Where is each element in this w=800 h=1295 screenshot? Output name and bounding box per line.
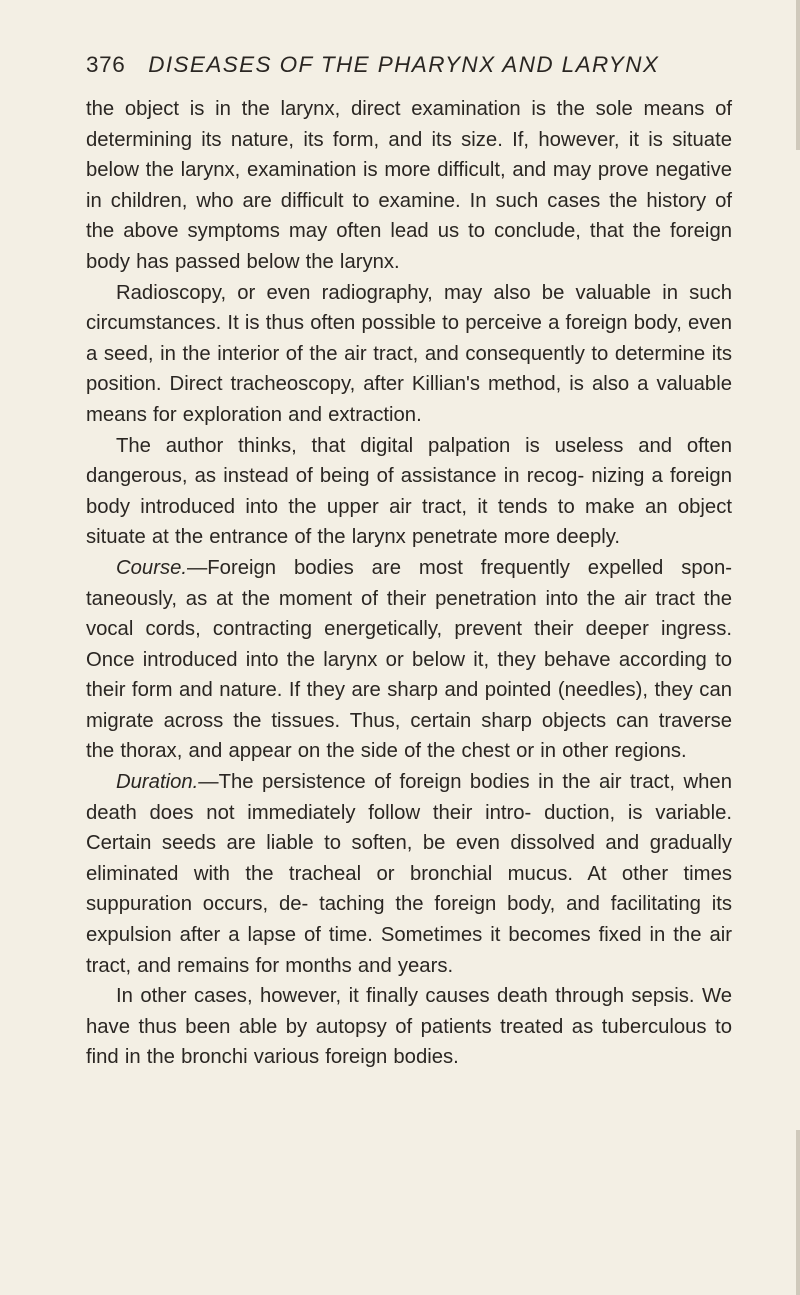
paragraph-course bbox=[86, 553, 732, 767]
page-edge-shadow bbox=[796, 1130, 800, 1295]
body-text bbox=[86, 94, 732, 1073]
running-title: DISEASES OF THE PHARYNX AND LARYNX bbox=[148, 52, 660, 77]
page-edge-shadow bbox=[796, 0, 800, 150]
paragraph-text: —Foreign bodies are most frequently expelled spon- taneously, as at the moment of their penetration into the air tract the vocal cords, contracting energetically, prevent their deeper ingress. Once introduced into the larynx or below it, they behave according to their form and nature. If they are sharp and pointed (needles), they can migrate across the tissues. Thus, certain sharp objects can traverse the thorax, and appear on the side of the chest or in other regions. bbox=[86, 556, 732, 763]
paragraph-text: the object is in the larynx, direct examination is the sole means of determining its nature, its form, and its size. If, however, it is situate below the larynx, examination is more difficult, and may prove negative in children, who are difficult to examine. In such cases the history of the above symptoms may often lead us to conclude, that the foreign body has passed below the larynx. bbox=[86, 98, 732, 273]
paragraph-text: In other cases, however, it finally causes death through sepsis. We have thus been able by autopsy of patients treated as tuberculous to find in the bronchi various foreign bodies. bbox=[86, 985, 732, 1069]
paragraph-examination bbox=[86, 94, 732, 278]
paragraph-palpation bbox=[86, 431, 732, 553]
paragraph-text: —The persistence of foreign bodies in the air tract, when death does not immediately follow their intro- duction, is variable. Certain seeds are liable to soften, be even dissolved and gradually eliminated with the tracheal or bronchial mucus. At other times suppuration occurs, de- taching the foreign body, and facilitating its expulsion after a lapse of time. Sometimes it becomes fixed in the air tract, and remains for months and years. bbox=[86, 771, 732, 977]
page-number: 376 bbox=[86, 52, 126, 77]
section-heading-course: Course. bbox=[116, 556, 188, 579]
paragraph-text: Radioscopy, or even radiography, may also be valuable in such circumstances. It is thus often possible to perceive a foreign body, even a seed, in the interior of the air tract, and consequently to determine its position. Direct tracheoscopy, after Killian's method, is also a valuable means for exploration and extraction. bbox=[86, 281, 732, 426]
paragraph-radioscopy bbox=[86, 278, 732, 431]
paragraph-duration bbox=[86, 767, 732, 981]
paragraph-sepsis bbox=[86, 981, 732, 1073]
page-header bbox=[86, 50, 726, 80]
section-heading-duration: Duration. bbox=[116, 771, 199, 794]
paragraph-text: The author thinks, that digital palpation is useless and often dangerous, as instead of being of assistance in recog- nizing a foreign body introduced into the upper air tract, it tends to make an object situate at the entrance of the larynx penetrate more deeply. bbox=[86, 434, 732, 549]
